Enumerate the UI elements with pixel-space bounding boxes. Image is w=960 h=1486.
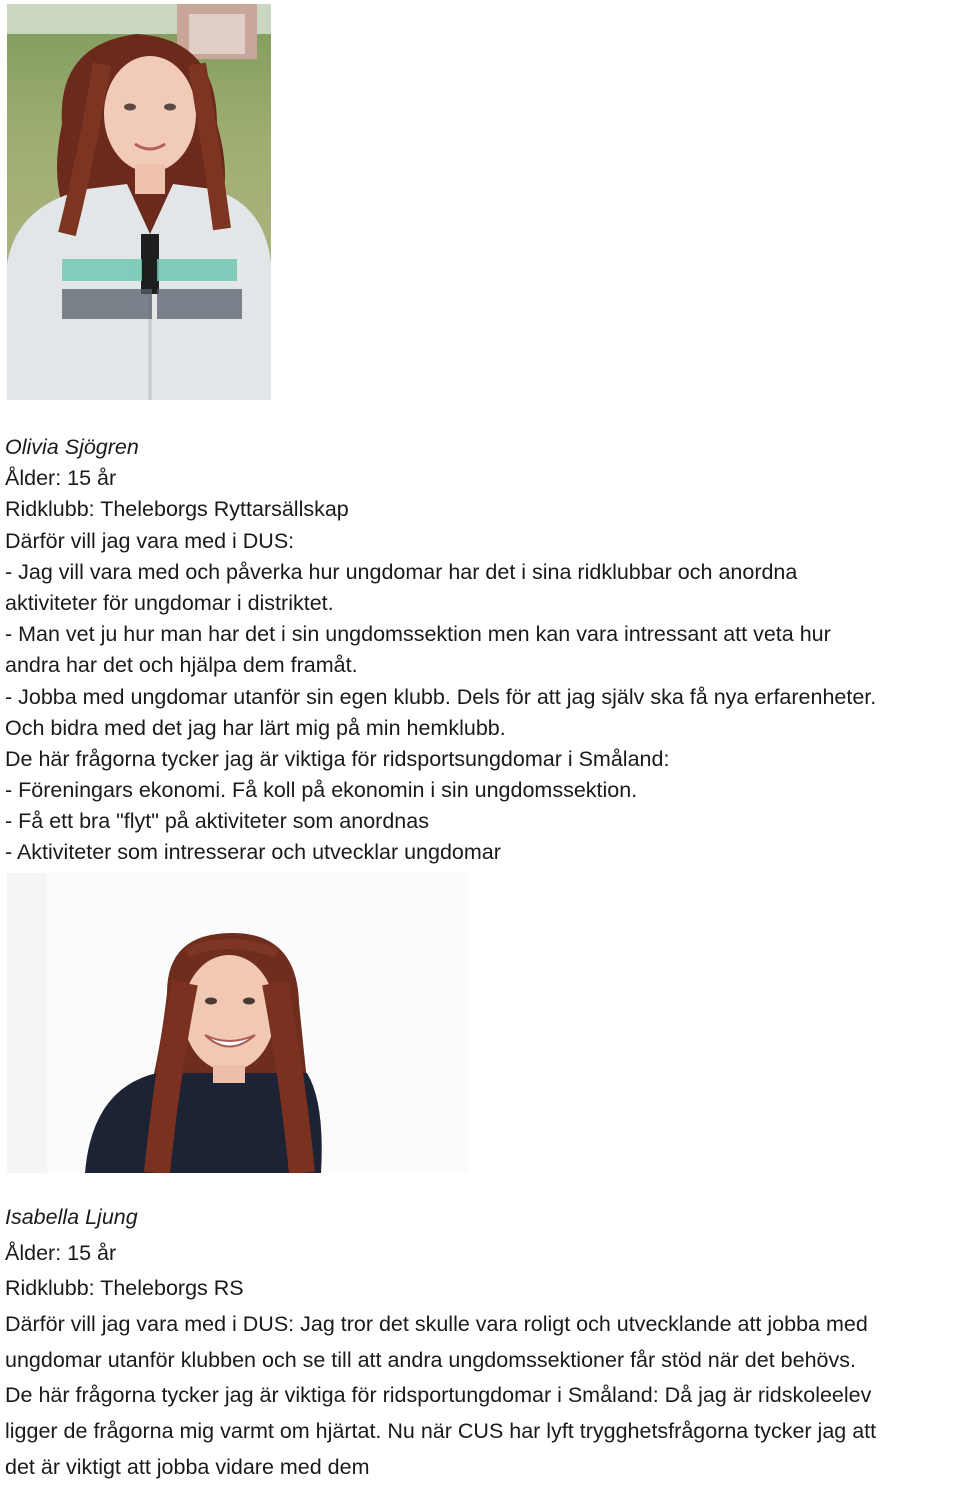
profile-line: De här frågorna tycker jag är viktiga för ridsportungdomar i Småland: Då jag är ridskoleelev <box>5 1383 872 1408</box>
profile-line: - Jobba med ungdomar utanför sin egen klubb. Dels för att jag själv ska få nya erfarenheter. <box>5 684 877 709</box>
profile-line: - Föreningars ekonomi. Få koll på ekonomin i sin ungdomssektion. <box>5 778 638 803</box>
profile-line: - Jag vill vara med och påverka hur ungdomar har det i sina ridklubbar och anordna <box>5 559 798 584</box>
profile-photo-olivia <box>7 4 271 400</box>
profile-isabella <box>5 1200 954 1486</box>
profile-line: Och bidra med det jag har lärt mig på min hemklubb. <box>5 715 506 740</box>
profile-line: Därför vill jag vara med i DUS: Jag tror det skulle vara roligt och utvecklande att jobba med <box>5 1312 868 1337</box>
profile-line: andra har det och hjälpa dem framåt. <box>5 653 358 678</box>
profile-line: - Man vet ju hur man har det i sin ungdomssektion men kan vara intressant att veta hur <box>5 622 831 647</box>
profile-line: Ålder: 15 år <box>5 466 117 491</box>
profile-line: Därför vill jag vara med i DUS: <box>5 528 295 553</box>
profile-photo-isabella <box>7 873 469 1173</box>
profile-line: - Få ett bra "flyt" på aktiviteter som anordnas <box>5 809 429 834</box>
profile-line: ungdomar utanför klubben och se till att andra ungdomssektioner får stöd när det behövs. <box>5 1347 856 1372</box>
profile-line: Ridklubb: Theleborgs Ryttarsällskap <box>5 497 349 522</box>
portrait-illustration <box>7 4 271 400</box>
profile-line: - Aktiviteter som intresserar och utvecklar ungdomar <box>5 840 501 865</box>
profile-line: aktiviteter för ungdomar i distriktet. <box>5 590 334 615</box>
profile-line: ligger de frågorna mig varmt om hjärtat. Nu när CUS har lyft trygghetsfrågorna tycker jag att <box>5 1419 877 1444</box>
profile-line: det är viktigt att jobba vidare med dem <box>5 1454 370 1479</box>
profile-name: Isabella Ljung <box>5 1205 138 1229</box>
portrait-illustration <box>7 873 469 1173</box>
profile-name: Olivia Sjögren <box>5 435 139 459</box>
profile-line: Ridklubb: Theleborgs RS <box>5 1276 244 1301</box>
profile-line: De här frågorna tycker jag är viktiga för ridsportsungdomar i Småland: <box>5 746 670 771</box>
profile-olivia <box>5 432 954 869</box>
profile-line: Ålder: 15 år <box>5 1240 117 1265</box>
